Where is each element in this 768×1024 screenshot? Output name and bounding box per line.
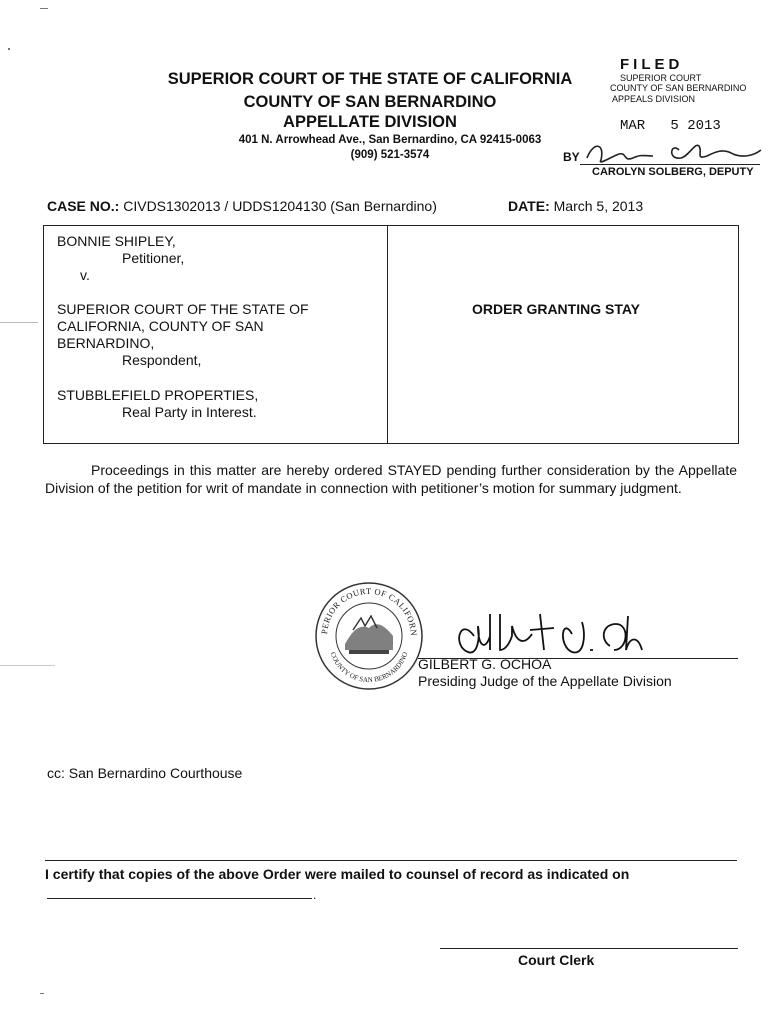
- filed-stamp-title: FILED: [620, 56, 684, 73]
- case-date-value: March 5, 2013: [553, 198, 644, 214]
- court-name-line3: APPELLATE DIVISION: [283, 113, 457, 131]
- judge-title: Presiding Judge of the Appellate Division: [418, 673, 672, 689]
- respondent-line3: BERNARDINO,: [57, 335, 155, 351]
- judge-name: GILBERT G. OCHOA: [418, 656, 552, 672]
- scan-mark: [0, 322, 38, 323]
- case-number-value: CIVDS1302013 / UDDS1204130 (San Bernardino): [123, 198, 437, 214]
- scan-mark: [8, 48, 10, 50]
- clerk-signature-line: [440, 948, 738, 949]
- respondent-role: Respondent,: [122, 352, 202, 368]
- filed-stamp-signature-line: [580, 164, 760, 165]
- real-party-name: STUBBLEFIELD PROPERTIES,: [57, 387, 259, 403]
- court-name-line1: SUPERIOR COURT OF THE STATE OF CALIFORNIA: [167, 70, 573, 88]
- seal-bottom-text: COUNTY OF SAN BERNARDINO: [328, 651, 410, 685]
- order-title: ORDER GRANTING STAY: [472, 301, 641, 317]
- scan-mark: [0, 665, 55, 666]
- order-body: Proceedings in this matter are hereby ordered STAYED pending further consideration by the Appellate Division of the petition for writ of mandate in connection with petitioner’s motion for summary judgment.: [45, 462, 737, 496]
- versus: v.: [80, 267, 90, 283]
- case-date: [508, 198, 643, 214]
- cc-line: cc: San Bernardino Courthouse: [47, 765, 243, 781]
- seal-top-text: PERIOR COURT OF CALIFORN: [318, 585, 420, 637]
- filed-stamp-county: COUNTY OF SAN BERNARDINO: [610, 83, 747, 93]
- filed-stamp-court: SUPERIOR COURT: [620, 73, 702, 83]
- filed-stamp-clerk-name: CAROLYN SOLBERG, DEPUTY: [592, 166, 754, 178]
- certification-date-line: [47, 898, 312, 899]
- scan-mark: [40, 8, 48, 9]
- certification-text: I certify that copies of the above Order were mailed to counsel of record as indicated on: [45, 866, 630, 882]
- respondent-line2: CALIFORNIA, COUNTY OF SAN: [57, 318, 264, 334]
- certification-top-line: [45, 860, 737, 861]
- court-seal: [313, 580, 425, 692]
- case-number-label: CASE NO.:: [47, 198, 120, 214]
- filed-stamp: [563, 56, 760, 186]
- filed-stamp-by: BY: [563, 150, 580, 164]
- petitioner-role: Petitioner,: [122, 250, 185, 266]
- court-name-line2: COUNTY OF SAN BERNARDINO: [243, 93, 497, 111]
- filed-stamp-division: APPEALS DIVISION: [612, 94, 696, 104]
- caption-divider: [387, 226, 388, 443]
- judge-signature-icon: [450, 606, 650, 662]
- court-seal-icon: [313, 580, 425, 692]
- filed-stamp-date: MAR 5 2013: [620, 118, 721, 134]
- case-number: [47, 198, 437, 214]
- scan-mark: [40, 993, 44, 994]
- real-party-role: Real Party in Interest.: [122, 404, 257, 420]
- clerk-label: Court Clerk: [518, 952, 595, 968]
- case-date-label: DATE:: [508, 198, 550, 214]
- svg-text:COUNTY OF SAN BERNARDINO: [329, 651, 410, 684]
- court-address: 401 N. Arrowhead Ave., San Bernardino, CA 92415-0063: [238, 134, 542, 146]
- caption-box: [43, 225, 739, 444]
- petitioner-name: BONNIE SHIPLEY,: [57, 233, 176, 249]
- court-phone: (909) 521-3574: [350, 149, 430, 161]
- certification-date-period: .: [313, 888, 317, 902]
- respondent-line1: SUPERIOR COURT OF THE STATE OF: [57, 301, 309, 317]
